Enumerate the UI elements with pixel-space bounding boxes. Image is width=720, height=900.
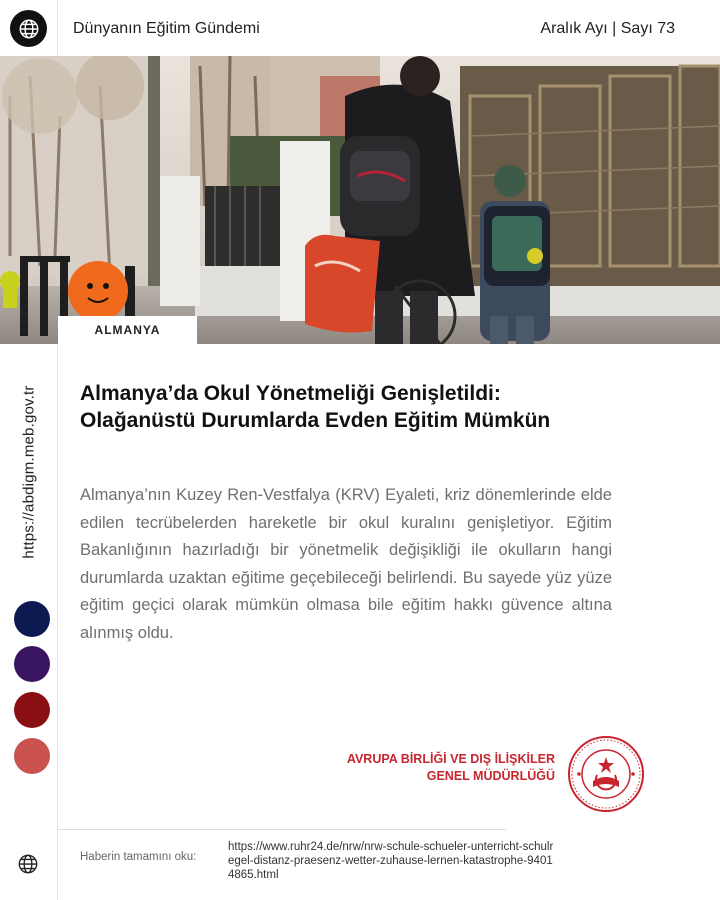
article-title-line1: Almanya’da Okul Yönetmeliği Genişletildi:: [80, 382, 501, 405]
organization-line2: GENEL MÜDÜRLÜĞÜ: [426, 769, 555, 783]
color-swatch-coral: [14, 738, 50, 774]
hero-photo: [0, 56, 720, 344]
color-swatch-purple: [14, 646, 50, 682]
globe-icon-small[interactable]: [16, 852, 40, 876]
footer-divider: [58, 829, 506, 830]
organization-name: [347, 751, 555, 785]
article-body: Almanya’nın Kuzey Ren-Vestfalya (KRV) Eyaleti, kriz dönemlerinde elde edilen tecrübelerden hareketle bir okul kuralını genişletiyor. Eğitim Bakanlığının hazırladığı bir yönetmelik değişikliği ile okulların hangi durumlarda uzaktan eğitime geçebileceği belirlendi. Bu sayede yüz yüze eğitim geçici olarak mümkün olmasa bile eğitim hakkı güvence altına alınmış oldu.: [80, 486, 612, 642]
country-tag: ALMANYA: [58, 316, 197, 344]
issue-label: Aralık Ayı | Sayı 73: [540, 20, 675, 37]
color-swatch-navy: [14, 601, 50, 637]
color-swatch-maroon: [14, 692, 50, 728]
article-title: [80, 380, 640, 434]
ministry-seal-logo: [567, 735, 645, 813]
read-more-label: Haberin tamamını oku:: [80, 851, 197, 863]
publication-title: Dünyanın Eğitim Gündemi: [73, 20, 260, 37]
source-link[interactable]: https://www.ruhr24.de/nrw/nrw-schule-schueler-unterricht-schulregel-distanz-praesenz-wetter-zuhause-lernen-katastrophe-94014865.html: [228, 841, 554, 881]
article-title-line2: Olağanüstü Durumlarda Evden Eğitim Mümkün: [80, 409, 551, 432]
website-url[interactable]: https://abdigm.meb.gov.tr: [20, 385, 38, 559]
globe-icon[interactable]: [10, 10, 47, 47]
organization-line1: AVRUPA BİRLİĞİ VE DIŞ İLİŞKİLER: [346, 752, 555, 766]
